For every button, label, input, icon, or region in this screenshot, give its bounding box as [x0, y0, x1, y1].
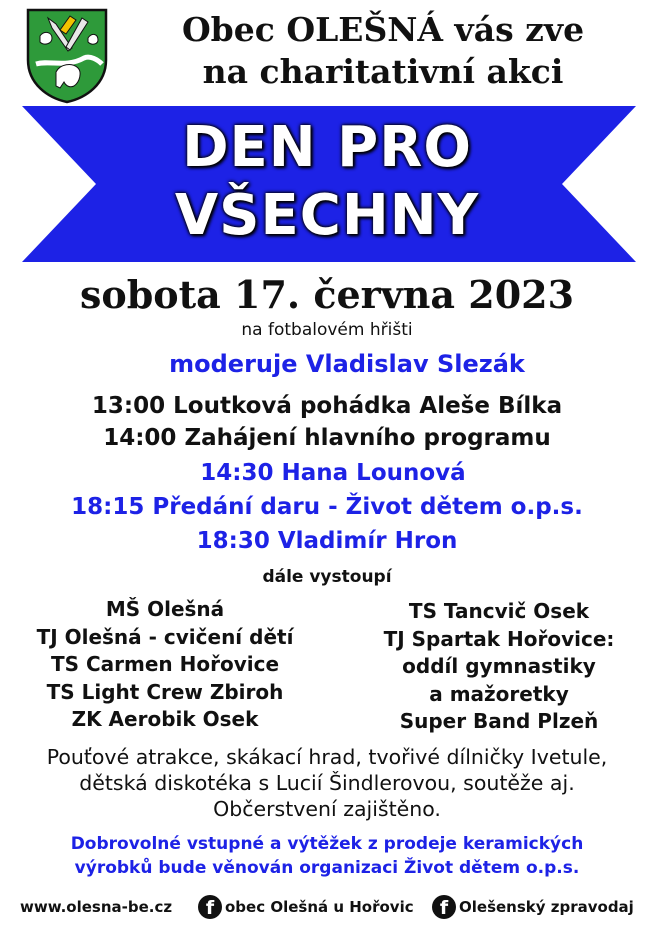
program-item: 14:00 Zahájení hlavního programu — [103, 425, 551, 451]
footer — [0, 893, 654, 923]
performers-left-column — [0, 596, 330, 734]
performer-item: TS Tancvič Osek — [408, 599, 590, 623]
info-line: dětská diskotéka s Lucií Šindlerovou, soutěže aj. — [79, 771, 575, 795]
donation-note — [0, 832, 654, 880]
program-item: 14:30 Hana Lounová — [200, 460, 466, 486]
performers-right-column — [344, 598, 654, 736]
facebook-icon: f — [198, 895, 222, 919]
banner-title-line-1: DEN PRO — [182, 115, 472, 180]
website-link[interactable]: www.olesna-be.cz — [20, 898, 173, 916]
program-item: 18:15 Předání daru - Život dětem o.p.s. — [71, 494, 583, 520]
performers-heading: dále vystoupí — [262, 567, 392, 587]
performer-item: TJ Olešná - cvičení dětí — [36, 624, 294, 649]
facebook-page-obec[interactable]: obec Olešná u Hořovic — [225, 898, 414, 916]
program-item: 13:00 Loutková pohádka Aleše Bílka — [91, 393, 563, 419]
performer-item: Super Band Plzeň — [399, 709, 599, 733]
performer-item: MŠ Olešná — [105, 597, 225, 621]
facebook-page-zpravodaj[interactable]: Olešenský zpravodaj — [459, 898, 634, 916]
donation-line: Dobrovolné vstupné a výtěžek z prodeje keramických — [70, 834, 584, 854]
facebook-icon: f — [432, 895, 456, 919]
program-item: 18:30 Vladimír Hron — [196, 528, 458, 554]
info-line: Pouťové atrakce, skákací hrad, tvořivé dílničky Ivetule, — [46, 745, 608, 769]
performer-item: TJ Spartak Hořovice: — [383, 626, 615, 651]
attractions-info — [0, 744, 654, 822]
performer-item: TS Light Crew Zbiroh — [46, 679, 284, 704]
event-date: sobota 17. června 2023 — [79, 272, 575, 317]
banner-title-line-2: VŠECHNY — [174, 183, 480, 248]
header-line-1: Obec OLEŠNÁ vás zve — [181, 10, 585, 49]
donation-line: výrobků bude věnován organizaci Život dětem o.p.s. — [74, 858, 580, 878]
event-venue: na fotbalovém hřišti — [241, 320, 413, 340]
info-line: Občerstvení zajištěno. — [213, 797, 441, 821]
performer-item: a mažoretky — [429, 681, 569, 706]
coat-of-arms-icon — [26, 8, 108, 104]
header-line-2: na charitativní akci — [202, 52, 564, 91]
performer-item: ZK Aerobik Osek — [71, 707, 259, 731]
performer-item: oddíl gymnastiky — [402, 654, 596, 678]
moderator: moderuje Vladislav Slezák — [169, 350, 525, 378]
performer-item: TS Carmen Hořovice — [50, 652, 280, 676]
